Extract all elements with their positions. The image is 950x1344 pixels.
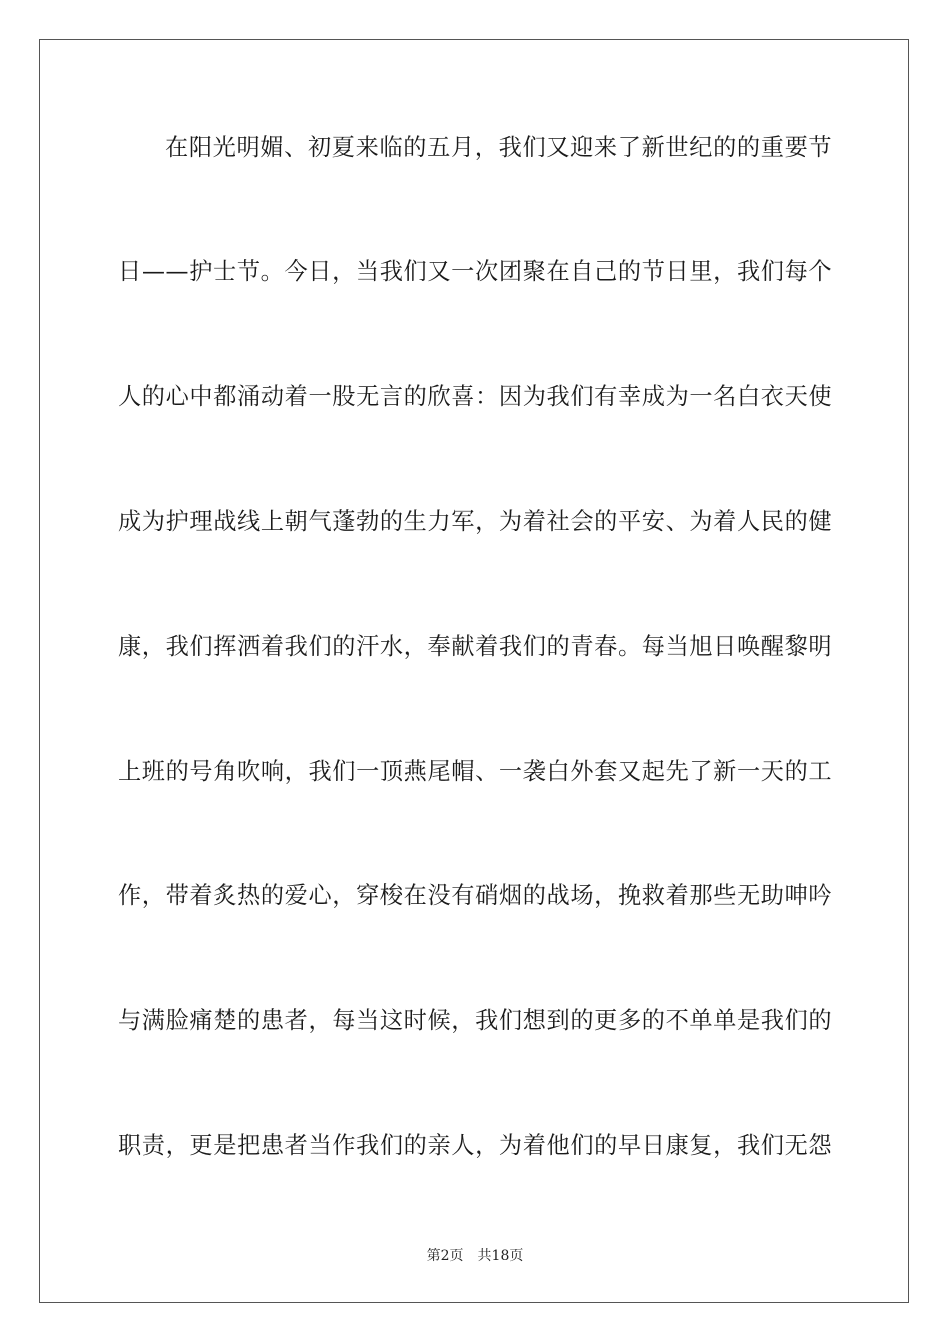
paragraph-line-9: 职责，更是把患者当作我们的亲人，为着他们的早日康复，我们无怨 (118, 1132, 832, 1159)
paragraph-line-8: 与满脸痛楚的患者，每当这时候，我们想到的更多的不单单是我们的 (118, 1007, 832, 1034)
paragraph-line-1: 在阳光明媚、初夏来临的五月，我们又迎来了新世纪的的重要节 (165, 134, 832, 161)
paragraph-line-3: 人的心中都涌动着一股无言的欣喜：因为我们有幸成为一名白衣天使 (118, 383, 832, 410)
paragraph-line-4: 成为护理战线上朝气蓬勃的生力军，为着社会的平安、为着人民的健 (118, 508, 832, 535)
paragraph-line-6: 上班的号角吹响，我们一顶燕尾帽、一袭白外套又起先了新一天的工 (118, 758, 832, 785)
page-number-footer: 第2页 共18页 (426, 1248, 524, 1264)
paragraph-line-2: 日——护士节。今日，当我们又一次团聚在自己的节日里，我们每个 (118, 258, 832, 285)
paragraph-line-7: 作，带着炙热的爱心，穿梭在没有硝烟的战场，挽救着那些无助呻吟 (118, 882, 832, 909)
page-border (39, 39, 909, 1303)
paragraph-line-5: 康，我们挥洒着我们的汗水，奉献着我们的青春。每当旭日唤醒黎明 (118, 633, 832, 660)
